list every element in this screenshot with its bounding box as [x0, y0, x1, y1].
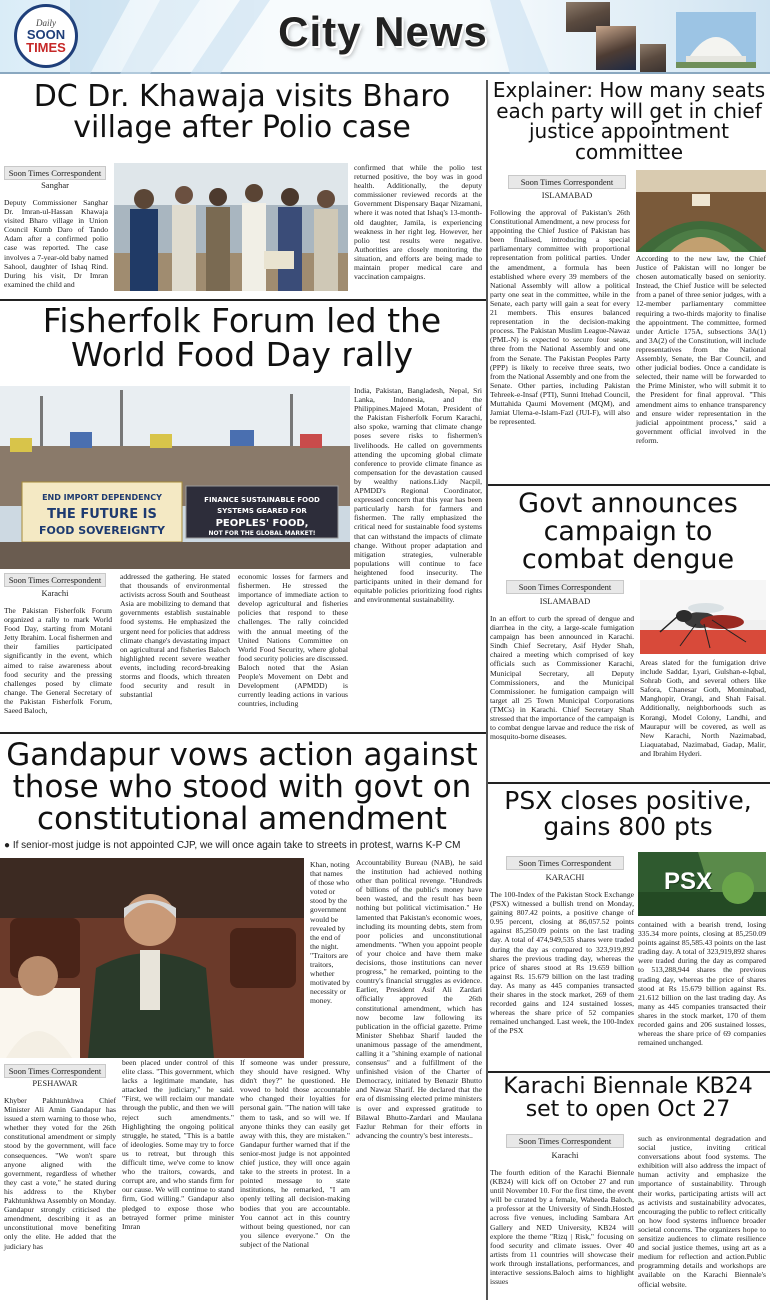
headline-dc-khawaja: DC Dr. Khawaja visits Bharo village after Polio case — [33, 79, 451, 145]
body-gandapur-col2: been placed under control of this elite class. "This government, which lacks a legitimate mandate, has attacked the judiciary," he said. "First, we will reclaim our mandate through the public, and then we will reject such amendments." Highlighting the ongoing political struggle, he stated, "This is a battle of ideologies. Some may try to force us to retreat, but through this difficult time, we've come to know who the traitors, cowards, and corrupt are, and who stands firm for our cause. We will continue to stand firm, God willing." Gandapur also pledged to expose those who betrayed former prime minister Imran — [122, 1058, 234, 1231]
svg-text:FOOD SOVEREIGNTY: FOOD SOVEREIGNTY — [39, 524, 165, 537]
headline-explainer: Explainer: How many seats each party will get in chief justice appointment committee — [492, 78, 766, 164]
section-rule — [0, 732, 486, 734]
dateline-psx: KARACHI — [545, 872, 585, 882]
byline-fisherfolk: Soon Times Correspondent — [4, 573, 106, 587]
column-separator — [486, 80, 488, 1300]
byline-dengue: Soon Times Correspondent — [506, 580, 624, 594]
body-gandapur-col1: Khyber Pakhtunkhwa Chief Minister Ali Amin Gandapur has issued a stern warning to those who, whether they voted for the 26th constitutional amendment or simply stood by the government, will face consequences. "We won't spare anyone aligned with the government, regardless of whether they cast a vote," he stated during his address to the Khyber Pakhtunkhwa Assembly on Monday. Gandapur strongly criticised the amendment, describing it as an unconstitutional move benefiting only the elite. He added that the judiciary has — [4, 1096, 116, 1251]
svg-text:NOT FOR THE GLOBAL MARKET!: NOT FOR THE GLOBAL MARKET! — [208, 530, 316, 537]
body-psx-col1: The 100-Index of the Pakistan Stock Exchange (PSX) witnessed a bullish trend on Monday, gaining 807.42 points, a positive change of 0.95 percent, closing at 86,057.52 points against 85,250.09 points on the last trading day. A total of 474,949,535 shares were traded during the day as compared to 323,919,892 shares the previous trading day, whereas the price of shares stood at Rs 19.659 billion against Rs. 15.679 billion on the last trading day. As many as 445 companies transacted their shares in the stock market, 269 of them recorded gains and 124 sustained losses, whereas the share price of 52 companies remained unchanged. Last week, the 100-Index of the PSX — [490, 890, 635, 1036]
body-psx-col2: contained with a bearish trend, losing 335.34 more points, closing at 85,250.09 points against 85,585.43 points on the last trading day. A total of 323,919,892 shares were traded during the day as compared to 513,288,944 shares the previous trading day, whereas the price of shares stood at Rs 15.679 billion against Rs. 21.612 billion on the last trading day. As many as 445 companies transacted their shares in the stock market, 170 of them recorded gains and 206 sustained losses, whereas the share price of 69 companies remained unchanged. — [638, 920, 766, 1048]
logo-soon: SOON — [26, 26, 66, 42]
dateline-fisherfolk: Karachi — [41, 588, 69, 598]
photo-gandapur-assembly — [0, 858, 304, 1058]
dateline-explainer: ISLAMABAD — [541, 190, 593, 200]
body-biennale-col2: such as environmental degradation and social justice, inviting critical conversations about food systems. The exhibition will also address the impact of human activity and emphasize the importance of sustainability. Through their works, participating artists will act as activists and sustainability advocates, encouraging the public to reflect critically on how food systems influence broader societal concerns. The organizers hope to sensitize audiences to climate resilience and social justice themes, using art as a medium for reflection and action.Public programming details and workshops are available on the Karachi Biennale's official website. — [638, 1134, 766, 1289]
dateline-biennale: Karachi — [551, 1150, 579, 1160]
bullet-icon: ● — [4, 840, 11, 851]
body-fisherfolk-col4: India, Pakistan, Bangladesh, Nepal, Sri Lanka, Indonesia, and the Philippines.Majeed Motan, President of the Pakistan Fisherfolk Forum Karachi, also spoke, warning that climate change poses severe risks to fishermen's livelihoods. He called on governments attending the upcoming global climate conference to provide climate finance as compensation for the devastation caused by wealthy nations.Lidy Nacpil, APMDD's Regional Coordinator, expressed concern that this year has been particularly harsh for farmers and fishermen. The rally emphasized the critical need for sustainable food systems that can withstand the impacts of climate change. Without proper adaptation and mitigation strategies, vulnerable populations will continue to face heightened food insecurity. The participants united in their demand for equitable policies prioritizing food rights and environmental sustainability. — [354, 386, 482, 605]
masthead-portrait-photo-2 — [596, 26, 636, 70]
body-fisherfolk-col2: addressed the gathering. He stated that thousands of environmental activists across South and Southeast Asia are mobilizing to demand that governments establish sustainable food systems. He emphasized the urgent need for policies that address climate change's devastating impact on agricultural and fisheries Baloch highlighted recent severe weather events, including record-breaking storms and floods, which threaten food security and result in substantial — [120, 572, 230, 700]
section-rule — [488, 782, 770, 784]
headline-fisherfolk: Fisherfolk Forum led the World Food Day rally — [42, 301, 442, 374]
dateline-dengue: ISLAMABAD — [539, 596, 591, 606]
byline-gandapur: Soon Times Correspondent — [4, 1064, 106, 1078]
body-dengue-col2: Areas slated for the fumigation drive include Saddar, Lyari, Gulshan-e-Iqbal, Sohrab Goth, and several others like Safora, Chanesar Goth, Mominabad, Manghopir, Orangi, and Shah Faisal. Additionally, neighborhoods such as Korangi, Model Colony, Landhi, and Maurapur will be covered, as well as New Karachi, North Nazimabad, Liaquatabad, Nazimabad, Gadap, Malir, and Ibrahim Hyderi. — [640, 658, 766, 758]
photo-fisherfolk-rally — [0, 386, 350, 569]
byline-dc-khawaja: Soon Times Correspondent — [4, 166, 106, 180]
body-explainer-col1: Following the approval of Pakistan's 26th Constitutional Amendment, a new process for appointing the Chief Justice of Pakistan has been finalised, introducing a special parliamentary committee with proportional representation from political parties. Under the amendment, a formula has been established where every 39 members of the National Assembly will allow a political party one seat in the committee, while in the Senate, each party will gain a seat for every 21 members. This ensures balanced representation in the decision-making process. The Pakistan Muslim League-Nawaz (PML-N) is expected to secure four seats, three from the National Assembly and one from the Senate. The Pakistan Peoples Party (PPP) is likely to receive three seats, two from the National Assembly and one from the Senate. Other parties, including Pakistan Tehreek-e-Insaf (PTI), Sunni Ittehad Council, Muttahida Qaumi Movement (MQM), and Jamiat Ulema-e-Islam-Fazl (JUI-F), will also be represented. — [490, 208, 630, 427]
mazar-landmark-illustration — [676, 12, 756, 68]
logo-daily: Daily — [36, 17, 56, 28]
subhead-gandapur — [4, 840, 482, 851]
photo-dc-visit — [114, 163, 348, 291]
headline-psx: PSX closes positive, gains 800 pts — [504, 786, 752, 841]
logo-times: TIMES — [26, 39, 66, 55]
headline-biennale: Karachi Biennale KB24 set to open Oct 27 — [503, 1074, 753, 1122]
body-gandapur-col4: Accountability Bureau (NAB), he said the institution had achieved nothing other than political revenge. "Hundreds of billions of the public's money have been wasted, and the result has been nothing but political victimisation." He lamented that Pakistan's economic woes, including its mounting debts, stem from poor policies and unconstitutional amendments. "When you appoint people of your choice and have them make decisions, those institutions can never progress," he remarked, pointing to the country's financial struggles as evidence. Earlier, President Asif Ali Zardari officially approved the 26th constitutional amendment, which has now become law following its publication in the official gazette. Prime Minister Shehbaz Sharif lauded the unanimous passage of the amendment, calling it a "shining example of national consensus" and a fulfillment of the unfinished vision of the Charter of Democracy, initiated by Benazir Bhutto and Nawaz Sharif. He declared that the era of dismissing elected prime ministers is over and expressed gratitude to Bilawal Bhutto-Zardari and Maulana Fazlur Rehman for their efforts in advancing the country's best interests.. — [356, 858, 482, 1140]
section-rule — [488, 1071, 770, 1073]
byline-explainer: Soon Times Correspondent — [508, 175, 626, 189]
svg-text:THE FUTURE IS: THE FUTURE IS — [47, 507, 157, 522]
body-fisherfolk-col1: The Pakistan Fisherfolk Forum organized a rally to mark World Food Day, starting from Motani Jetty Ibrahim. Local fishermen and their families participated significantly in the event, which aimed to raise awareness about food security and the pressing challenges posed by climate change. The General Secretary of the Pakistan Fisherfolk Forum, Saeed Baloch, — [4, 606, 112, 716]
svg-text:FINANCE SUSTAINABLE FOOD: FINANCE SUSTAINABLE FOOD — [204, 496, 320, 504]
masthead-title: City News — [278, 8, 488, 55]
body-explainer-col2: According to the new law, the Chief Justice of Pakistan will no longer be chosen automatically based on seniority. Instead, the Chief Justice will be selected from a panel of three senior judges, with a 12-member parliamentary committee requiring a two-thirds majority to finalise the appointment. The committee, formed under Article 175A, subsections 3A(1) and 3A(2) of the Constitution, will include representatives from the National Assembly, Senate, the Bar Council, and other judicial bodies. Once a candidate is selected, their name will be forwarded to the Prime Minister, who will submit it to the President for final approval. "This amendment aims to enhance transparency and ensure wider representation in the judicial appointment process," said a government official involved in the reform. — [636, 254, 766, 445]
headline-gandapur: Gandapur vows action against those who stood with govt on constitutional amendment — [6, 737, 478, 837]
body-biennale-col1: The fourth edition of the Karachi Biennale (KB24) will kick off on October 27 and run until November 10. For the first time, the event will be curated by a female, Waheeda Baloch, a professor at the University of Sindh.Hosted across five venues, including Sambara Art Gallery and NED University, KB24 will explore the theme "Rizq | Risk," focusing on food security and climate issues. Over 40 artists from 11 countries will showcase their work through installations, performances, and interactive sessions.Baloch aims to highlight issues — [490, 1168, 634, 1287]
body-dc-khawaja-col1: Deputy Commissioner Sanghar Dr. Imran-ul-Hassan Khawaja visited Bharo village in Union Council Kumb Daro of Tando Adam after a confirmed polio case was reported. The case involves a 7-year-old baby named Sahool, daughter of Ishaq Rind. During his visit, Dr Imran examined the child and — [4, 198, 108, 289]
masthead-portrait-photo-3 — [640, 44, 666, 72]
headline-dengue: Govt announces campaign to combat dengue — [518, 488, 738, 575]
body-gandapur-col3: If someone was under pressure, they should have resigned. Why didn't they?" he questioned. He vowed to hold those accountable who changed their loyalties for personal gain. "The nation will take them to task, and so will we. If anyone thinks they can easily get away with this, they are mistaken." Gandapur further warned that if the senior-most judge is not appointed chief justice, they will once again take to the streets in protest. In a pointed message to state institutions, he remarked, "I am openly telling all decision-making bodies that you are accountable. You cannot act in this country without being questioned, nor can you silence everyone." On the subject of the National — [240, 1058, 350, 1249]
byline-biennale: Soon Times Correspondent — [506, 1134, 624, 1148]
soon-times-logo — [14, 4, 78, 68]
photo-mosquito — [640, 580, 766, 654]
svg-text:SYSTEMS GEARED FOR: SYSTEMS GEARED FOR — [217, 507, 307, 515]
section-rule — [488, 484, 770, 486]
body-fisherfolk-col3: economic losses for farmers and fishermen. He stressed the importance of immediate action to develop agricultural and fisheries policies that respond to these challenges. The rally coincided with the annual meeting of the United Nations Committee on World Food Security, where global food security policies are discussed. Baloch noted that the Asian People's Movement on Debt and Development (APMDD) is currently leading actions in various countries, including — [238, 572, 348, 709]
body-dengue-col1: In an effort to curb the spread of dengue and diarrhea in the city, a large-scale fumigation campaign has been announced in Karachi. Sindh Chief Secretary, Asif Hyder Shah, chaired a meeting which comprised of key officials such as Commissioner Karachi, Municipal Secretary, all Deputy Commissioners, and the Municipal Commissioner. he fumigation campaign will target all 25 Town Municipal Corporations (TMCs) in Karachi. Chief Secretary Shah stressed that the importance of the campaign is to combat dengue larvae and reduce the risk of mosquito-borne diseases. — [490, 614, 634, 742]
body-gandapur-col1a: Khan, noting that names of those who voted or stood by the government would be revealed by the end of the night. "Traitors are traitors, whether motivated by necessity or money. — [310, 860, 350, 1006]
byline-psx: Soon Times Correspondent — [506, 856, 624, 870]
body-dc-khawaja-col2: confirmed that while the polio test returned positive, the boy was in good health. Additionally, the deputy commissioner reviewed records at the Government Dispensary Baqar Nizamani, where it was noted that Ishaq's 13-month-old daughter, Jamila, is experiencing weakness in her right leg. However, her polio test results were negative. Authorities are closely monitoring the situation, and efforts are being made to maintain proper medical care and vaccination campaigns. — [354, 163, 482, 282]
dateline-dc-khawaja: Sanghar — [41, 180, 69, 190]
photo-national-assembly — [636, 170, 766, 252]
svg-text:END IMPORT DEPENDENCY: END IMPORT DEPENDENCY — [42, 493, 162, 502]
dateline-gandapur: PESHAWAR — [32, 1078, 78, 1088]
svg-text:PEOPLES' FOOD,: PEOPLES' FOOD, — [215, 518, 309, 529]
psx-logo-text: PSX — [664, 868, 713, 895]
subhead-gandapur-text: If senior-most judge is not appointed CJP, we will once again take to streets in protest, warns K-P CM — [12, 840, 461, 851]
photo-psx-building — [638, 852, 766, 916]
